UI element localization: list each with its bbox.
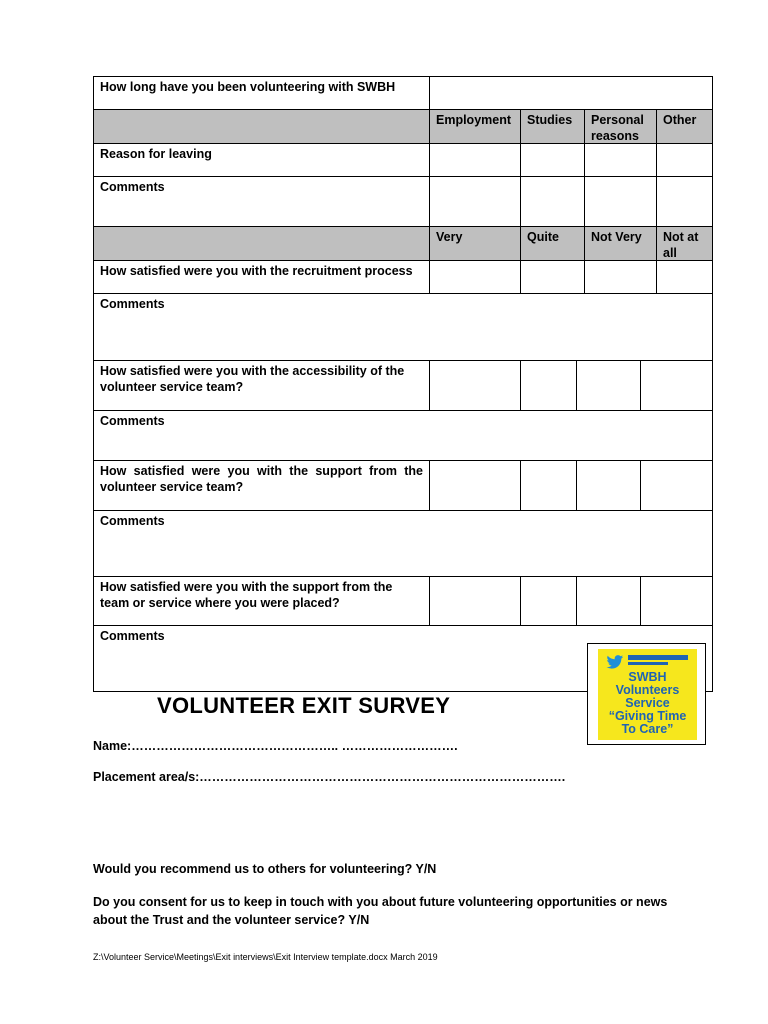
header-not-very-text: Not Very bbox=[591, 230, 642, 244]
comments-label-text: Comments bbox=[100, 297, 165, 311]
checkbox-personal-reasons[interactable] bbox=[584, 143, 657, 177]
header-quite-text: Quite bbox=[527, 230, 559, 244]
rating-support-placement-2[interactable] bbox=[520, 576, 577, 626]
header-very-text: Very bbox=[436, 230, 463, 244]
recommend-question[interactable]: Would you recommend us to others for volunteering? Y/N bbox=[93, 862, 437, 876]
answer-duration[interactable] bbox=[429, 76, 713, 110]
rating-support-team-3[interactable] bbox=[576, 460, 641, 511]
consent-question[interactable]: Do you consent for us to keep in touch with you about future volunteering opportunities or news about the Trust and the volunteer service? Y/N bbox=[93, 895, 668, 927]
comments-reason-employment[interactable] bbox=[429, 176, 521, 227]
header-not-very bbox=[584, 226, 657, 261]
question-accessibility-text: How satisfied were you with the accessibility of the volunteer service team? bbox=[100, 364, 405, 394]
question-reason bbox=[93, 143, 430, 177]
comments-accessibility[interactable] bbox=[93, 410, 713, 461]
rating-recruitment-very[interactable] bbox=[429, 260, 521, 294]
logo-text bbox=[598, 671, 697, 736]
placement-area-field[interactable]: Placement area/s:……………………………………………………………………………. bbox=[93, 770, 566, 784]
header-blank-satisfaction bbox=[93, 226, 430, 261]
header-employment-text: Employment bbox=[436, 113, 512, 127]
comments-support-team[interactable] bbox=[93, 510, 713, 577]
header-blank-reason bbox=[93, 109, 430, 144]
logo-header-strip bbox=[628, 662, 668, 665]
rating-support-placement-4[interactable] bbox=[640, 576, 713, 626]
name-field[interactable]: Name:………………………………………….. ………………………. bbox=[93, 739, 458, 753]
header-studies-text: Studies bbox=[527, 113, 573, 127]
comments-label-text: Comments bbox=[100, 514, 165, 528]
question-duration bbox=[93, 76, 430, 110]
header-very bbox=[429, 226, 521, 261]
logo-background bbox=[598, 649, 697, 740]
header-not-at-all bbox=[656, 226, 713, 261]
checkbox-other[interactable] bbox=[656, 143, 713, 177]
checkbox-employment[interactable] bbox=[429, 143, 521, 177]
question-support-team-text: How satisfied were you with the support from the volunteer service team? bbox=[100, 464, 423, 494]
rating-accessibility-3[interactable] bbox=[576, 360, 641, 411]
logo-line: To Care” bbox=[621, 722, 674, 736]
checkbox-studies[interactable] bbox=[520, 143, 585, 177]
header-other bbox=[656, 109, 713, 144]
rating-support-team-2[interactable] bbox=[520, 460, 577, 511]
rating-recruitment-not-very[interactable] bbox=[584, 260, 657, 294]
logo-line: “Giving Time bbox=[608, 709, 687, 723]
question-support-placement bbox=[93, 576, 430, 626]
comments-reason-label bbox=[93, 176, 430, 227]
comments-reason-personal[interactable] bbox=[584, 176, 657, 227]
rating-accessibility-4[interactable] bbox=[640, 360, 713, 411]
question-recruitment-text: How satisfied were you with the recruitment process bbox=[100, 264, 413, 278]
header-other-text: Other bbox=[663, 113, 697, 127]
comments-reason-studies[interactable] bbox=[520, 176, 585, 227]
question-duration-text: How long have you been volunteering with SWBH bbox=[100, 80, 396, 94]
header-personal-reasons bbox=[584, 109, 657, 144]
question-recruitment bbox=[93, 260, 430, 294]
rating-support-team-4[interactable] bbox=[640, 460, 713, 511]
swbh-volunteers-logo bbox=[587, 643, 706, 745]
comments-label-text: Comments bbox=[100, 180, 165, 194]
header-quite bbox=[520, 226, 585, 261]
question-support-team bbox=[93, 460, 430, 511]
survey-title: VOLUNTEER EXIT SURVEY bbox=[157, 693, 451, 718]
logo-line: Volunteers bbox=[615, 683, 680, 697]
rating-support-placement-1[interactable] bbox=[429, 576, 521, 626]
logo-line: Service bbox=[625, 696, 670, 710]
rating-accessibility-2[interactable] bbox=[520, 360, 577, 411]
twitter-bird-icon bbox=[606, 655, 624, 669]
rating-support-team-1[interactable] bbox=[429, 460, 521, 511]
header-employment bbox=[429, 109, 521, 144]
header-not-at-all-text: Not at all bbox=[663, 230, 699, 260]
footer-file-path: Z:\Volunteer Service\Meetings\Exit interviews\Exit Interview template.docx March 2019 bbox=[93, 952, 438, 962]
comments-reason-other[interactable] bbox=[656, 176, 713, 227]
rating-accessibility-1[interactable] bbox=[429, 360, 521, 411]
question-accessibility bbox=[93, 360, 430, 411]
rating-support-placement-3[interactable] bbox=[576, 576, 641, 626]
comments-label-text: Comments bbox=[100, 629, 165, 643]
comments-recruitment[interactable] bbox=[93, 293, 713, 361]
question-support-placement-text: How satisfied were you with the support from the team or service where you were placed? bbox=[100, 580, 393, 610]
comments-label-text: Comments bbox=[100, 414, 165, 428]
rating-recruitment-not-at-all[interactable] bbox=[656, 260, 713, 294]
header-studies bbox=[520, 109, 585, 144]
rating-recruitment-quite[interactable] bbox=[520, 260, 585, 294]
logo-line: SWBH bbox=[628, 670, 667, 684]
logo-header-strip bbox=[628, 655, 688, 660]
question-reason-text: Reason for leaving bbox=[100, 147, 212, 161]
header-personal-reasons-text: Personal reasons bbox=[591, 113, 644, 143]
